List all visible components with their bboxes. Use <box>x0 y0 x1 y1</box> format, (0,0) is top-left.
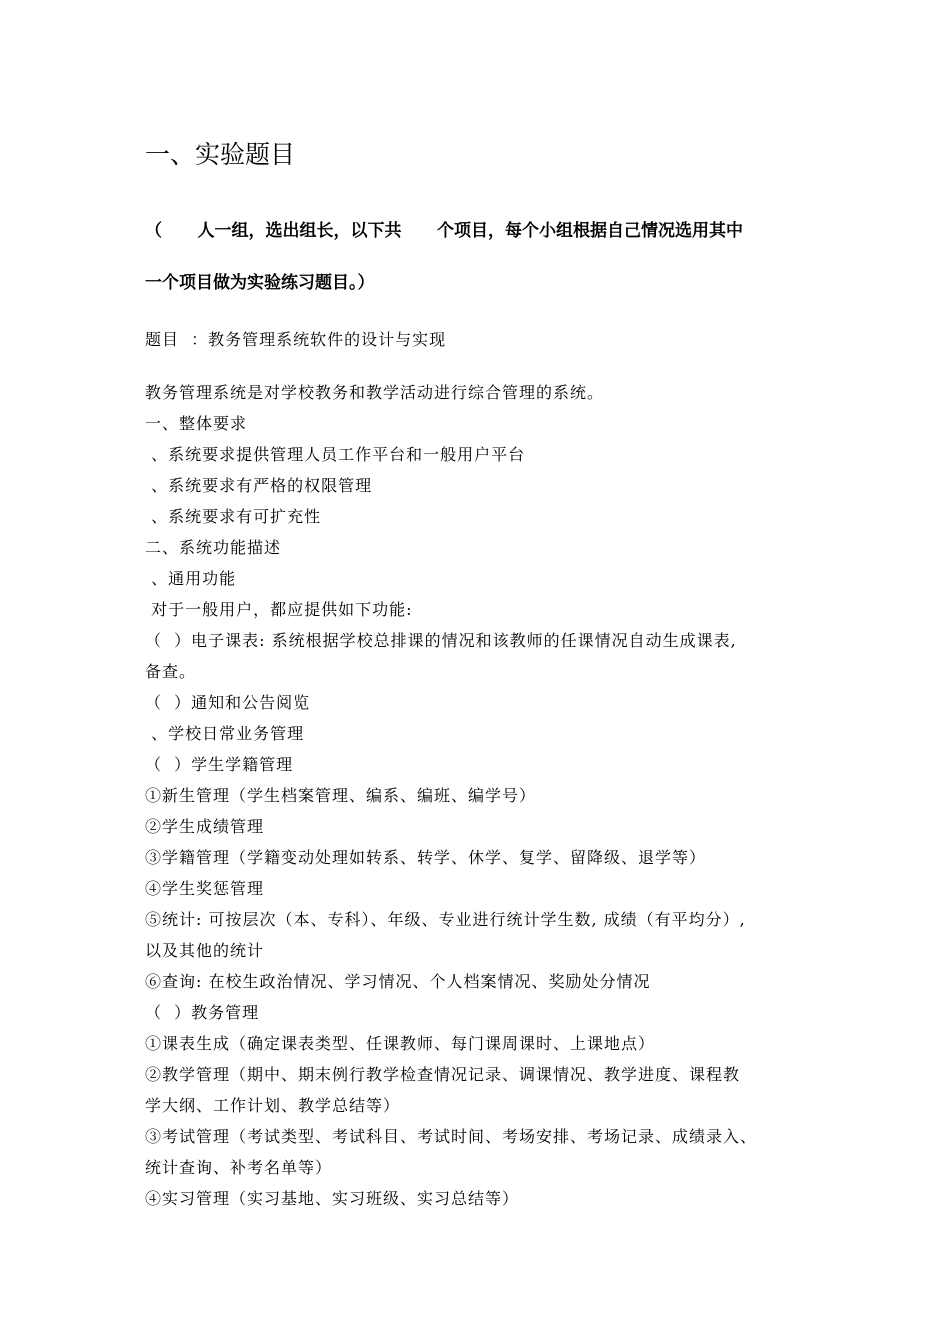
body-text <box>145 377 825 1214</box>
body-line: ④实习管理（实习基地、实习班级、实习总结等） <box>145 1189 520 1208</box>
body-line: 、系统要求有严格的权限管理 <box>145 476 373 495</box>
section-heading: 一、实验题目 <box>145 140 296 169</box>
body-line: ③学籍管理（学籍变动处理如转系、转学、休学、复学、留降级、退学等） <box>145 848 707 867</box>
body-line: （ ）电子课表: 系统根据学校总排课的情况和该教师的任课情况自动生成课表, <box>145 631 737 650</box>
topic-title: 题目 ：教务管理系统软件的设计与实现 <box>145 330 447 349</box>
body-line: 备查。 <box>145 662 197 681</box>
body-line: 学大纲、工作计划、教学总结等） <box>145 1096 401 1115</box>
body-line: ⑤统计: 可按层次（本、专科）、年级、专业进行统计学生数, 成绩（有平均分）, <box>145 910 746 929</box>
body-line: 、通用功能 <box>145 569 237 588</box>
body-line: 、学校日常业务管理 <box>145 724 305 743</box>
note-line-2: 一个项目做为实验练习题目。） <box>145 273 375 293</box>
body-line: 教务管理系统是对学校教务和教学活动进行综合管理的系统。 <box>145 383 605 402</box>
body-line: ④学生奖惩管理 <box>145 879 265 898</box>
body-line: 一、整体要求 <box>145 414 248 433</box>
body-line: 二、系统功能描述 <box>145 538 282 557</box>
body-line: （ ）教务管理 <box>145 1003 260 1022</box>
body-line: ⑥查询: 在校生政治情况、学习情况、个人档案情况、奖励处分情况 <box>145 972 651 991</box>
body-line: ②学生成绩管理 <box>145 817 265 836</box>
body-line: ③考试管理（考试类型、考试科目、考试时间、考场安排、考场记录、成绩录入、 <box>145 1127 758 1146</box>
body-line: （ ）通知和公告阅览 <box>145 693 311 712</box>
body-line: ②教学管理（期中、期末例行教学检查情况记录、调课情况、教学进度、课程教 <box>145 1065 741 1084</box>
body-line: 、系统要求有可扩充性 <box>145 507 322 526</box>
body-line: 统计查询、补考名单等） <box>145 1158 333 1177</box>
body-line: 以及其他的统计 <box>145 941 265 960</box>
body-line: （ ）学生学籍管理 <box>145 755 294 774</box>
body-line: ①课表生成（确定课表类型、任课教师、每门课周课时、上课地点） <box>145 1034 656 1053</box>
note-line-1: （ 人一组，选出组长，以下共 个项目，每个小组根据自己情况选用其中 <box>145 221 744 241</box>
body-line: 、系统要求提供管理人员工作平台和一般用户平台 <box>145 445 526 464</box>
body-line: 对于一般用户，都应提供如下功能: <box>145 600 413 619</box>
body-line: ①新生管理（学生档案管理、编系、编班、编学号） <box>145 786 537 805</box>
